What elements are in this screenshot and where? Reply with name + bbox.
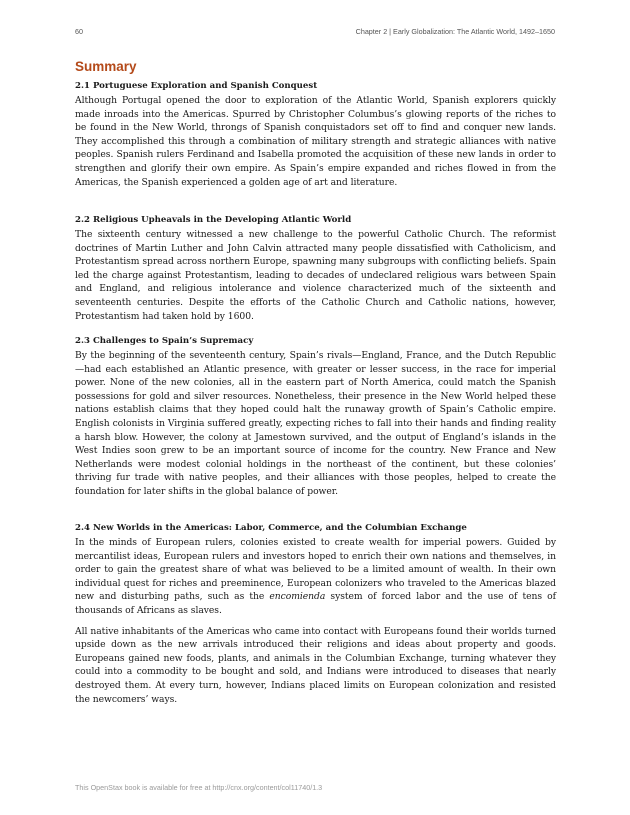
section-heading: 2.2 Religious Upheavals in the Developing Atlantic World [75,215,352,225]
section-2-2 [75,214,556,330]
section-paragraph: Although Portugal opened the door to exploration of the Atlantic World, Spanish explorers quickly made inroads into the Americas. Spurred by Christopher Columbus’s glowing reports of the riches to be found in the New World, throngs of Spanish conquistadors set off to find and conquer new lands. They accomplished this through a combination of military strength and strategic alliances with native peoples. Spanish rulers Ferdinand and Isabella promoted the acquisition of these new lands in order to strengthen and glorify their own empire. As Spain’s empire expanded and riches flowed in from the Americas, the Spanish experienced a golden age of art and literature. [75,95,556,188]
paragraph-text: system of forced labor and the use of tens of thousands of Africans as slaves. [75,591,556,616]
section-2-3 [75,335,556,506]
section-heading: 2.4 New Worlds in the Americas: Labor, Commerce, and the Columbian Exchange [75,523,467,533]
section-2-4 [75,522,556,713]
section-paragraph [75,536,556,618]
encomienda-term: encomienda [269,591,326,603]
running-header [75,27,555,39]
section-paragraph: By the beginning of the seventeenth century, Spain’s rivals—England, France, and the Dutch Republic—had each established an Atlantic presence, with greater or lesser success, in the race for imperial power. None of the new colonies, all in the eastern part of North America, could match the Spanish possessions for gold and silver resources. Nonetheless, their presence in the New World helped these nations establish claims that they hoped could halt the runaway growth of Spain’s Catholic empire. English colonists in Virginia suffered greatly, expecting riches to fall into their hands and finding reality a harsh blow. However, the colony at Jamestown survived, and the output of England’s islands in the West Indies soon grew to be an important source of income for the country. New France and New Netherlands were modest colonial holdings in the northeast of the continent, but these colonies’ thriving fur trade with native peoples, and their alliances with those peoples, helped to create the foundation for later shifts in the global balance of power. [75,350,556,497]
section-paragraph: The sixteenth century witnessed a new challenge to the powerful Catholic Church. The reformist doctrines of Martin Luther and John Calvin attracted many people dissatisfied with Catholicism, and Protestantism spread across northern Europe, spawning many subgroups with conflicting beliefs. Spain led the charge against Protestantism, leading to decades of undeclared religious wars between Spain and England, and religious intolerance and violence characterized much of the sixteenth and seventeenth centuries. Despite the efforts of the Catholic Church and Catholic nations, however, Protestantism had taken hold by 1600. [75,229,556,322]
summary-heading: Summary [75,59,137,74]
section-paragraph: All native inhabitants of the Americas who came into contact with Europeans found their worlds turned upside down as the new arrivals introduced their religions and ideas about property and goods. Europeans gained new foods, plants, and animals in the Columbian Exchange, turning whatever they could into a commodity to be bought and sold, and Indians were introduced to diseases that nearly destroyed them. At every turn, however, Indians placed limits on European colonization and resisted the newcomers’ ways. [75,625,556,705]
section-heading: 2.3 Challenges to Spain’s Supremacy [75,336,254,346]
section-heading: 2.1 Portuguese Exploration and Spanish Conquest [75,81,318,91]
chapter-title: Chapter 2 | Early Globalization: The Atlantic World, 1492–1650 [355,27,555,36]
footer-license-link: This OpenStax book is available for free at http://cnx.org/content/col11740/1.3 [75,783,323,792]
paragraph-text: In the minds of European rulers, colonies existed to create wealth for imperial powers. Guided by mercantilist ideas, European rulers and investors hoped to enrich their own nations and themselves, in order to gain the greatest share of what was believed to be a limited amount of wealth. In their own individual quest for riches and preeminence, European colonizers who traveled to the Americas blazed new and disturbing paths, such as the [75,537,556,603]
section-2-1 [75,80,556,196]
page-number: 60 [75,27,83,36]
